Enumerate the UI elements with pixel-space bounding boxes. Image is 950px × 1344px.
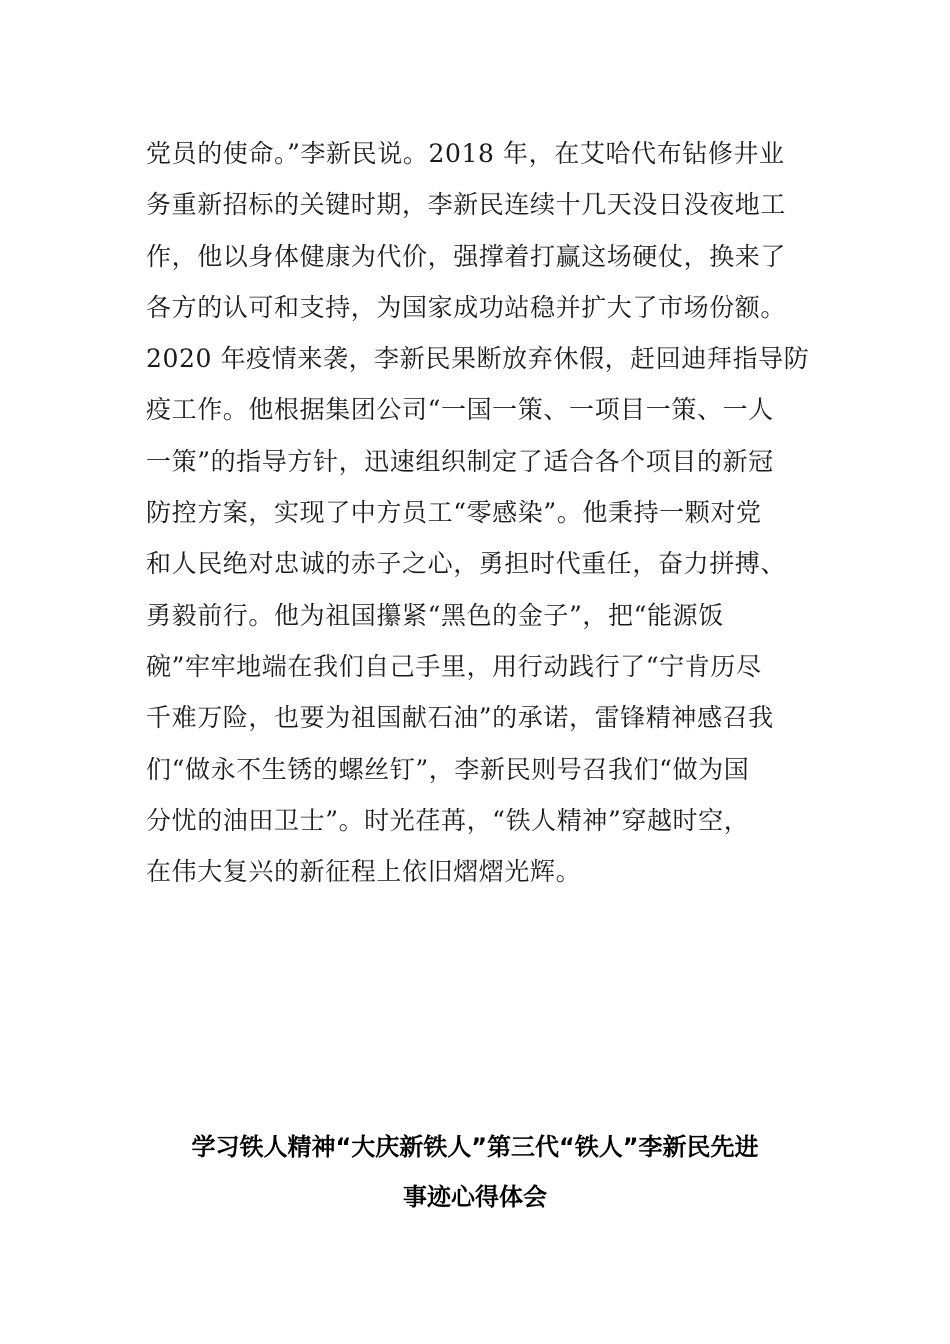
paragraph-line: 勇毅前行。他为祖国攥紧“黑色的金子”，把“能源饭 xyxy=(146,600,724,630)
paragraph-line: 分忧的油田卫士”。时光荏苒，“铁人精神”穿越时空， xyxy=(146,805,750,835)
paragraph-line: 一策”的指导方针，迅速组织制定了适合各个项目的新冠 xyxy=(146,446,774,476)
paragraph-line: 们“做永不生锈的螺丝钉”，李新民则号召我们“做为国 xyxy=(146,754,750,784)
paragraph-line: 作，他以身体健康为代价，强撑着打赢这场硬仗，换来了 xyxy=(146,241,787,271)
document-heading xyxy=(140,1122,810,1222)
paragraph-line: 千难万险，也要为祖国献石油”的承诺，雷锋精神感召我 xyxy=(146,703,774,733)
paragraph-line: 2020 年疫情来袭，李新民果断放弃休假，赶回迪拜指导防 xyxy=(146,344,810,374)
paragraph-line: 在伟大复兴的新征程上依旧熠熠光辉。 xyxy=(146,857,582,887)
paragraph-line: 碗”牢牢地端在我们自己手里，用行动践行了“宁肯历尽 xyxy=(146,651,762,681)
paragraph-line: 各方的认可和支持，为国家成功站稳并扩大了市场份额。 xyxy=(146,292,787,322)
paragraph-line: 疫工作。他根据集团公司“一国一策、一项目一策、一人 xyxy=(146,395,774,425)
paragraph-line: 防控方案，实现了中方员工“零感染”。他秉持一颗对党 xyxy=(146,498,762,528)
paragraph-line: 和人民绝对忠诚的赤子之心，勇担时代重任，奋力拼搏、 xyxy=(146,549,787,579)
heading-line-2: 事迹心得体会 xyxy=(403,1183,547,1211)
paragraph-line: 党员的使命。”李新民说。2018 年，在艾哈代布钻修井业 xyxy=(146,139,785,168)
paragraph-line: 务重新招标的关键时期，李新民连续十几天没日没夜地工 xyxy=(146,190,787,220)
body-paragraph xyxy=(146,128,810,897)
heading-line-1: 学习铁人精神“大庆新铁人”第三代“铁人”李新民先进 xyxy=(191,1133,759,1161)
